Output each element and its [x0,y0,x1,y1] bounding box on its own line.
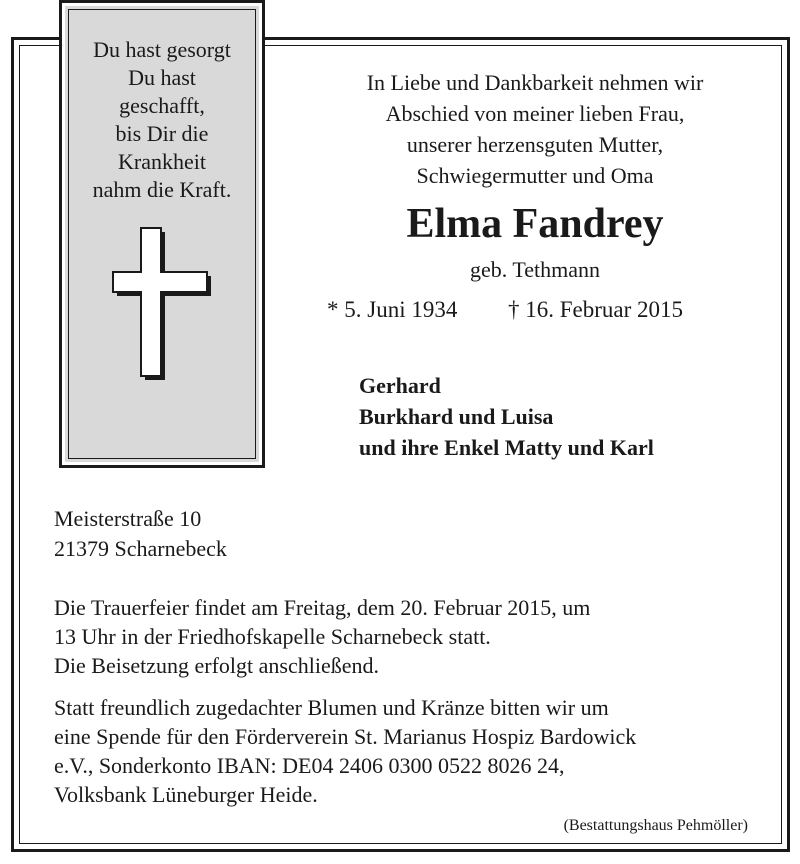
birth-date: * 5. Juni 1934 [327,297,458,322]
intro-line: Abschied von meiner lieben Frau, [385,101,685,126]
cross-icon [109,224,217,384]
donation-line: eine Spende für den Förderverein St. Marianus Hospiz Bardowick [54,724,637,749]
donation-line: Statt freundlich zugedachter Blumen und Kränze bitten wir um [54,695,609,720]
donation-line: e.V., Sonderkonto IBAN: DE04 2406 0300 0522 8026 24, [54,753,565,778]
funeral-notice [54,593,590,680]
donation-notice [54,693,636,809]
intro-line: Schwiegermutter und Oma [416,163,654,188]
mourner-line: Burkhard und Luisa [359,404,554,429]
mourner-address [54,504,227,564]
mourners-list [359,370,654,463]
poem-line: Du hast [128,65,196,90]
donation-line: Volksbank Lüneburger Heide. [54,782,318,807]
mourner-line: Gerhard [359,373,441,398]
poem-text [65,36,259,204]
poem-line: geschafft, [119,93,205,118]
funeral-line: Die Beisetzung erfolgt anschließend. [54,653,380,678]
funeral-line: 13 Uhr in der Friedhofskapelle Scharnebeck statt. [54,624,491,649]
poem-line: bis Dir die [115,121,209,146]
funeral-line: Die Trauerfeier findet am Freitag, dem 20. Februar 2015, um [54,595,591,620]
address-city: 21379 Scharnebeck [54,536,227,561]
poem-panel [62,3,262,465]
undertaker-credit: (Bestattungshaus Pehmöller) [563,817,748,834]
address-street: Meisterstraße 10 [54,506,202,531]
intro-line: In Liebe und Dankbarkeit nehmen wir [366,70,704,95]
deceased-name: Elma Fandrey [406,201,664,247]
announcement-intro [290,67,780,191]
maiden-name: geb. Tethmann [469,257,601,282]
poem-line: Krankheit [118,149,206,174]
death-date: † 16. Februar 2015 [508,297,684,322]
poem-line: Du hast gesorgt [93,37,231,62]
mourner-line: und ihre Enkel Matty und Karl [359,435,654,460]
intro-line: unserer herzensguten Mutter, [406,132,664,157]
poem-line: nahm die Kraft. [92,177,232,202]
